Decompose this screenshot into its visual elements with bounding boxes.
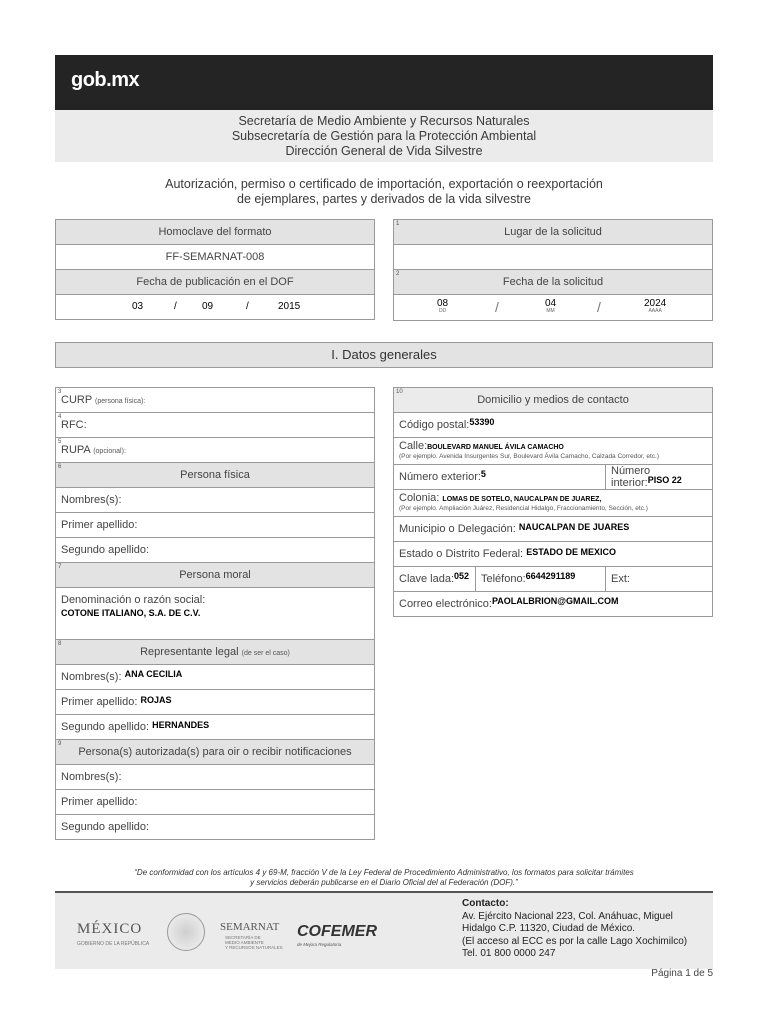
denominacion-field[interactable]: Denominación o razón social: COTONE ITALIANO, S.A. DE C.V. <box>56 588 375 640</box>
pa-segundo-apellido-field[interactable]: Segundo apellido: <box>56 815 375 840</box>
request-info-table <box>393 219 713 321</box>
top-bar <box>55 55 713 110</box>
agency-line-3: Dirección General de Vida Silvestre <box>285 144 483 158</box>
cp-field[interactable]: Código postal:$^{53390}$ <box>394 413 713 438</box>
pub-sep-1: / <box>174 301 177 312</box>
field-number-2: 2 <box>396 271 400 277</box>
request-month: 04 MM <box>545 298 557 314</box>
cofemer-subtitle: de Mejora Regulatoria <box>297 942 342 947</box>
rfc-field[interactable]: 4 RFC: <box>56 413 375 438</box>
pub-date-label: Fecha de publicación en el DOF <box>56 270 375 295</box>
page-number: Página 1 de 5 <box>651 968 713 979</box>
email-value: PAOLALBRION@GMAIL.COM <box>491 596 619 606</box>
denominacion-value: COTONE ITALIANO, S.A. DE C.V. <box>61 608 201 618</box>
pub-year: 2015 <box>278 301 301 312</box>
field-number-1: 1 <box>396 221 400 227</box>
contact-table <box>393 387 713 617</box>
request-sep-1: / <box>495 299 499 315</box>
colonia-field[interactable]: Colonia: LOMAS DE SOTELO, NAUCALPAN DE JUAREZ, (Por ejemplo. Ampliación Juárez, Residencial Hidalgo, Fraccionamiento, Sección, etc.) <box>394 490 713 517</box>
footer-logos <box>75 911 455 955</box>
homoclave-value: FF-SEMARNAT-008 <box>56 245 375 270</box>
national-seal-icon <box>167 913 205 951</box>
int-number-value: PISO 22 <box>647 475 682 485</box>
pub-sep-2: / <box>246 301 249 312</box>
rl-primer-value: ROJAS <box>140 695 172 705</box>
rl-nombres-value: ANA CECILIA <box>124 669 183 679</box>
telefono-field[interactable]: Teléfono:$^{6644291189}$ <box>476 567 606 592</box>
email-field[interactable]: Correo electrónico:$^{PAOLALBRION@GMAIL.COM}$ <box>394 592 713 617</box>
rl-segundo-apellido-field[interactable]: Segundo apellido: HERNANDES <box>56 715 375 740</box>
representante-legal-title: 8 Representante legal (de ser el caso) <box>56 640 375 665</box>
general-data-table <box>55 387 375 840</box>
calle-value: BOULEVARD MANUEL ÁVILA CAMACHO <box>427 444 564 451</box>
request-day: 08 DD <box>437 298 449 314</box>
ext-number-value: 5 <box>480 469 486 479</box>
request-sep-2: / <box>597 299 601 315</box>
lada-value: 052 <box>454 571 470 581</box>
rupa-field[interactable]: 5 RUPA (opcional): <box>56 438 375 463</box>
rl-primer-apellido-field[interactable]: Primer apellido: ROJAS <box>56 690 375 715</box>
int-number-field[interactable]: Número interior:$^{PISO 22}$ <box>606 465 713 490</box>
request-date-value[interactable] <box>394 295 713 321</box>
mexico-logo: MÉXICO <box>77 921 143 937</box>
persona-autorizada-title: 9 Persona(s) autorizada(s) para oir o recibir notificaciones <box>56 740 375 765</box>
pf-segundo-apellido-field[interactable]: Segundo apellido: <box>56 538 375 563</box>
curp-field[interactable]: 3 CURP (persona física): <box>56 388 375 413</box>
estado-value: ESTADO DE MEXICO <box>526 547 617 557</box>
pub-date-value <box>56 295 375 320</box>
ext-field[interactable]: Ext: <box>606 567 713 592</box>
pub-day: 03 <box>132 301 144 312</box>
contact-info: Contacto: Av. Ejército Nacional 223, Col. Anáhuac, Miguel Hidalgo C.P. 11320, Ciudad de México. (El acceso al ECC es por la calle Lago Xochimilco) Tel. 01 800 0000 247 <box>462 898 688 959</box>
mexico-logo-subtitle: GOBIERNO DE LA REPÚBLICA <box>77 941 150 947</box>
pf-primer-apellido-field[interactable]: Primer apellido: <box>56 513 375 538</box>
place-label-cell <box>394 220 713 245</box>
agency-header <box>55 110 713 162</box>
rl-nombres-field[interactable]: Nombres(s): $^{ANA CECILIA}$ <box>56 665 375 690</box>
telefono-value: 6644291189 <box>525 571 576 581</box>
homoclave-label: Homoclave del formato <box>56 220 375 245</box>
municipio-value: NAUCALPAN DE JUARES <box>518 522 630 532</box>
semarnat-subtitle: SECRETARÍA DE MEDIO AMBIENTE Y RECURSOS NATURALES <box>225 935 283 950</box>
semarnat-logo: SEMARNAT <box>220 921 280 933</box>
cp-value: 53390 <box>469 417 495 427</box>
colonia-value: LOMAS DE SOTELO, NAUCALPAN DE JUAREZ, <box>442 496 602 503</box>
section-title: I. Datos generales <box>55 342 713 368</box>
agency-line-1: Secretaría de Medio Ambiente y Recursos Naturales <box>238 114 530 128</box>
form-title-line-1: Autorización, permiso o certificado de importación, exportación o reexportación <box>165 177 603 191</box>
pf-nombres-field[interactable]: Nombres(s): <box>56 488 375 513</box>
calle-field[interactable]: Calle:BOULEVARD MANUEL ÁVILA CAMACHO (Por ejemplo. Avenida Insurgentes Sur, Boulevard Ávila Camacho, Calzada Corredor, etc.) <box>394 438 713 465</box>
request-date-label: Fecha de la solicitud <box>502 276 604 288</box>
request-year: 2024 AAAA <box>644 298 667 314</box>
pa-nombres-field[interactable]: Nombres(s): <box>56 765 375 790</box>
persona-moral-title: 7 Persona moral <box>56 563 375 588</box>
persona-fisica-title: 6 Persona física <box>56 463 375 488</box>
contact-title: 10 Domicilio y medios de contacto <box>394 388 713 413</box>
request-date-label-cell <box>394 270 713 295</box>
form-title-line-2: de ejemplares, partes y derivados de la vida silvestre <box>237 192 531 206</box>
place-label: Lugar de la solicitud <box>504 226 602 238</box>
municipio-field[interactable]: Municipio o Delegación: NAUCALPAN DE JUARES <box>394 517 713 542</box>
pa-primer-apellido-field[interactable]: Primer apellido: <box>56 790 375 815</box>
agency-line-2: Subsecretaría de Gestión para la Protección Ambiental <box>231 129 537 143</box>
form-title <box>55 177 713 207</box>
legal-footnote: “De conformidad con los artículos 4 y 69-M, fracción V de la Ley Federal de Procedimiento Administrativo, los formatos para solicitar trámites y servicios deberán publicarse en el Diario Oficial del al Federación (DOF).” <box>134 868 634 887</box>
cofemer-logo: COFEMER <box>297 923 377 940</box>
ext-number-field[interactable]: Número exterior:$^5$ <box>394 465 606 490</box>
lada-field[interactable]: Clave lada:$^{052}$ <box>394 567 476 592</box>
format-info-table <box>55 219 375 320</box>
estado-field[interactable]: Estado o Distrito Federal: ESTADO DE MEXICO <box>394 542 713 567</box>
pub-month: 09 <box>202 301 214 312</box>
rl-segundo-value: HERNANDES <box>152 720 210 730</box>
place-value[interactable] <box>394 245 713 270</box>
gob-mx-logo: gob.mx <box>71 69 140 91</box>
footer <box>55 891 713 969</box>
